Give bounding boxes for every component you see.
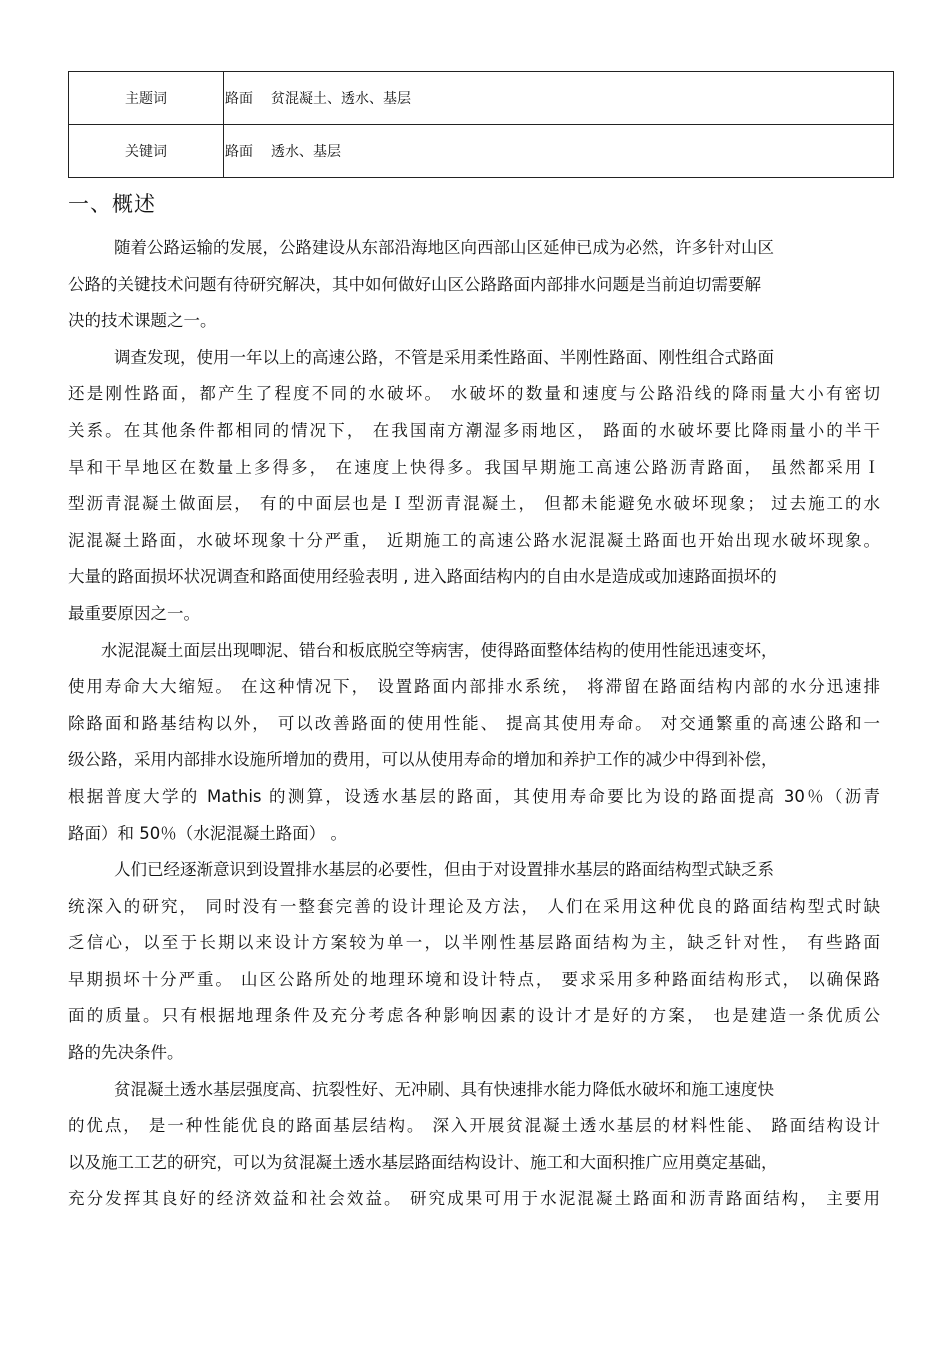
keyword-a: 路面 bbox=[225, 144, 253, 160]
text-line: 的优点， 是一种性能优良的路面基层结构。 深入开展贫混凝土透水基层的材料性能、 路面结构设计 bbox=[68, 1116, 880, 1136]
section-heading: 一、概述 bbox=[68, 192, 156, 216]
text-line: 充分发挥其良好的经济效益和社会效益。 研究成果可用于水泥混凝土路面和沥青路面结构， 主要用 bbox=[68, 1189, 880, 1209]
text-line: 统深入的研究， 同时没有一整套完善的设计理论及方法， 人们在采用这种优良的路面结构型式时缺 bbox=[68, 896, 880, 916]
text-line: 路的先决条件。 bbox=[68, 1043, 184, 1063]
table-row bbox=[69, 72, 894, 125]
text-line: 根据普度大学的 Mathis 的测算，设透水基层的路面，其使用寿命要比为设的路面提高 30％（沥青 bbox=[68, 786, 880, 806]
body-text bbox=[68, 230, 880, 1218]
text-line: 水泥混凝土面层出现唧泥、错台和板底脱空等病害，使得路面整体结构的使用性能迅速变坏， bbox=[101, 640, 778, 660]
keywords-value bbox=[224, 125, 894, 178]
subject-terms-label: 主题词 bbox=[69, 72, 224, 125]
keyword-table bbox=[68, 71, 894, 178]
text-line: 型沥青混凝土做面层， 有的中面层也是Ｉ型沥青混凝土， 但都未能避免水破坏现象； 过去施工的水 bbox=[68, 494, 880, 514]
keyword-b: 透水、基层 bbox=[271, 144, 341, 160]
text-line: 路面）和 50％（水泥混凝土路面） 。 bbox=[68, 823, 347, 843]
text-line: 除路面和路基结构以外， 可以改善路面的使用性能、 提高其使用寿命。 对交通繁重的高速公路和一 bbox=[68, 713, 880, 733]
text-line: 最重要原因之一。 bbox=[68, 603, 200, 623]
text-line: 以及施工工艺的研究，可以为贫混凝土透水基层路面结构设计、施工和大面积推广应用奠定基础， bbox=[68, 1152, 778, 1172]
keywords-label: 关键词 bbox=[69, 125, 224, 178]
table-row bbox=[69, 125, 894, 178]
text-line: 泥混凝土路面，水破坏现象十分严重， 近期施工的高速公路水泥混凝土路面也开始出现水破坏现象。 bbox=[68, 530, 880, 550]
text-line: 关系。在其他条件都相同的情况下， 在我国南方潮湿多雨地区， 路面的水破坏要比降雨量小的半干 bbox=[68, 420, 880, 440]
subject-term-b: 贫混凝土、透水、基层 bbox=[271, 91, 411, 107]
text-line: 级公路，采用内部排水设施所增加的费用，可以从使用寿命的增加和养护工作的减少中得到补偿， bbox=[68, 750, 778, 770]
text-line: 面的质量。只有根据地理条件及充分考虑各种影响因素的设计才是好的方案， 也是建造一条优质公 bbox=[68, 1006, 880, 1026]
text-line: 早期损坏十分严重。 山区公路所处的地理环境和设计特点， 要求采用多种路面结构形式， 以确保路 bbox=[68, 969, 880, 989]
text-line: 公路的关键技术问题有待研究解决，其中如何做好山区公路路面内部排水问题是当前迫切需要解 bbox=[68, 274, 761, 294]
text-line: 决的技术课题之一。 bbox=[68, 311, 217, 331]
text-line: 调查发现，使用一年以上的高速公路，不管是采用柔性路面、半刚性路面、刚性组合式路面 bbox=[114, 347, 774, 367]
text-line: 人们已经逐渐意识到设置排水基层的必要性，但由于对设置排水基层的路面结构型式缺乏系 bbox=[114, 860, 774, 880]
text-line: 贫混凝土透水基层强度高、抗裂性好、无冲刷、具有快速排水能力降低水破坏和施工速度快 bbox=[114, 1079, 774, 1099]
subject-term-a: 路面 bbox=[225, 91, 253, 107]
text-line: 使用寿命大大缩短。 在这种情况下， 设置路面内部排水系统， 将滞留在路面结构内部的水分迅速排 bbox=[68, 677, 880, 697]
text-line: 大量的路面损坏状况调查和路面使用经验表明 , 进入路面结构内的自由水是造成或加速路面损坏的 bbox=[68, 567, 777, 587]
text-line: 随着公路运输的发展，公路建设从东部沿海地区向西部山区延伸已成为必然，许多针对山区 bbox=[114, 238, 774, 257]
text-line: 还是刚性路面，都产生了程度不同的水破坏。 水破坏的数量和速度与公路沿线的降雨量大小有密切 bbox=[68, 384, 880, 404]
subject-terms-value bbox=[224, 72, 894, 125]
text-line: 乏信心，以至于长期以来设计方案较为单一，以半刚性基层路面结构为主，缺乏针对性， 有些路面 bbox=[68, 933, 880, 953]
text-line: 旱和干旱地区在数量上多得多， 在速度上快得多。我国早期施工高速公路沥青路面， 虽然都采用Ｉ bbox=[68, 457, 880, 477]
